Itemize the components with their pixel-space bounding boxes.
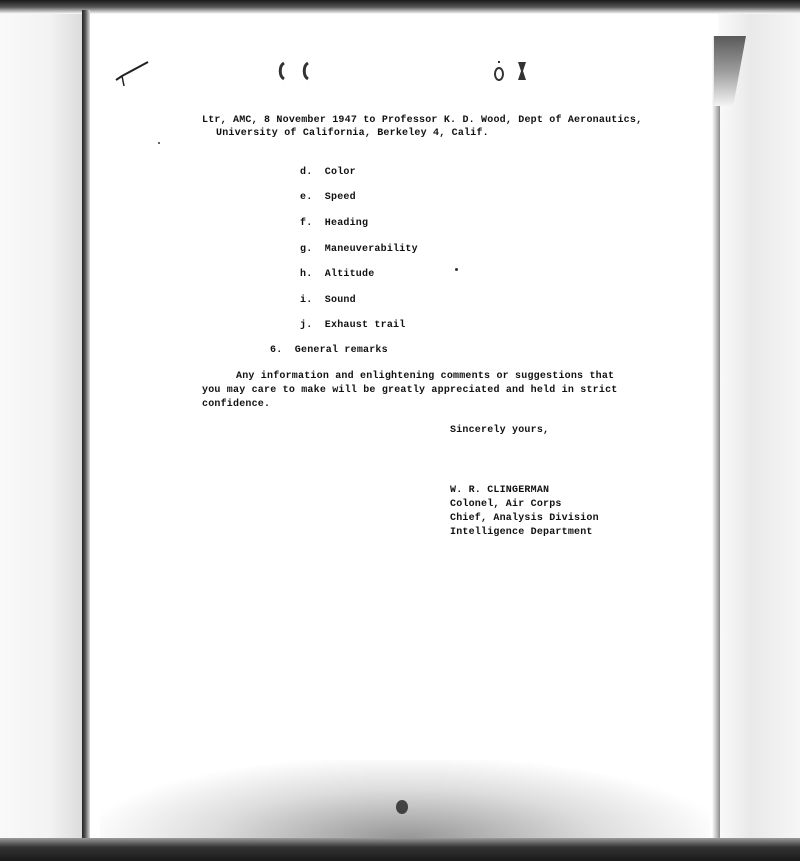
list-item: e. Speed [300,192,356,203]
scan-bottom-edge [0,838,800,861]
paragraph-line-3: confidence. [202,399,271,410]
signature-rank: Colonel, Air Corps [450,499,562,510]
scan-speck [455,268,458,271]
reference-line-2: University of California, Berkeley 4, Calif. [216,128,489,139]
scan-top-edge [0,0,800,14]
check-mark-icon [112,58,152,88]
closing-salutation: Sincerely yours, [450,425,550,436]
list-item: h. Altitude [300,269,375,280]
stain-mark [396,800,408,814]
scan-right-edge [712,36,720,844]
list-item: g. Maneuverability [300,244,418,255]
staple-marks-icon [490,58,530,84]
paragraph-line-2: you may care to make will be greatly appreciated and held in strict [202,385,618,396]
binder-hole-marks-icon [276,60,316,82]
list-item: j. Exhaust trail [300,320,406,331]
section-general-remarks: 6. General remarks [270,345,388,356]
scan-right-margin [718,0,800,861]
signature-title: Chief, Analysis Division [450,513,599,524]
list-item: f. Heading [300,218,369,229]
list-item: i. Sound [300,295,356,306]
signature-department: Intelligence Department [450,527,593,538]
reference-line-1: Ltr, AMC, 8 November 1947 to Professor K. D. Wood, Dept of Aeronautics, [202,115,643,126]
scan-left-margin [0,0,82,861]
scan-left-edge [82,10,90,845]
scan-speck [158,142,160,144]
signature-name: W. R. CLINGERMAN [450,485,550,496]
list-item: d. Color [300,167,356,178]
paragraph-line-1: Any information and enlightening comments or suggestions that [236,371,615,382]
